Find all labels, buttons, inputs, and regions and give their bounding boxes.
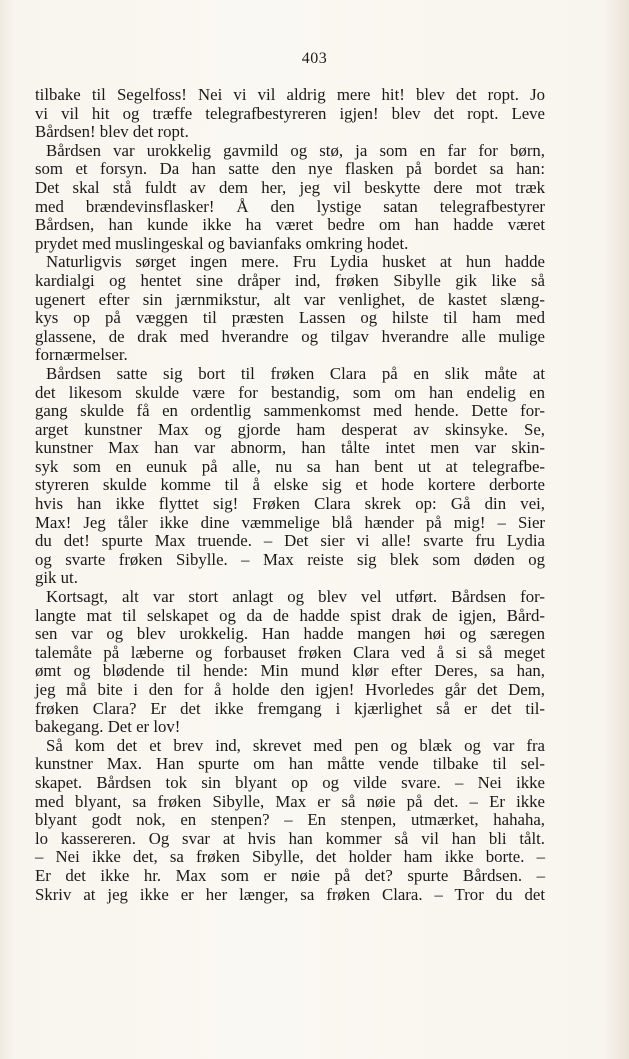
text-line: det likesom skulde være for bestandig, som om han endelig en [35,382,545,402]
text-line: Det skal stå fuldt av dem her, jeg vil beskytte dere mot træk [35,177,545,197]
text-line: Så kom det et brev ind, skrevet med pen og blæk og var fra [46,735,545,755]
text-line: med blyant, sa frøken Sibylle, Max er så nøie på det. – Er ikke [35,791,545,811]
text-line: fornærmelser. [35,345,128,365]
text-line: gang skulde få en ordentlig sammenkomst med hende. Dette for- [35,401,545,421]
text-line: arget kunstner Max og gjorde ham desperat av skinsyke. Se, [35,419,545,439]
text-line: syk som en eunuk på alle, nu sa han bent ut at telegrafbe- [35,456,545,476]
text-line: du det! spurte Max truende. – Det sier vi alle! svarte fru Lydia [35,531,545,551]
text-line: prydet med muslingeskal og bavianfaks omkring hodet. [35,233,409,253]
text-line: ugenert efter sin jærnmikstur, alt var venlighet, de kastet slæng- [35,289,545,309]
text-line: Naturligvis sørget ingen mere. Fru Lydia husket at hun hadde [46,252,545,272]
text-line: langte mat til selskapet og da de hadde spist drak de igjen, Bård- [35,605,545,625]
text-line: Er det ikke hr. Max som er nøie på det? spurte Bårdsen. – [35,865,545,885]
body-text [35,86,545,904]
text-line: glassene, de drak med hverandre og tilgav hverandre alle mulige [35,326,545,346]
text-line: ømt og blødende til hende: Min mund klør efter Deres, sa han, [35,661,545,681]
text-line: blyant godt nok, en stenpen? – En stenpen, utmærket, hahaha, [35,810,545,830]
text-line: kunstner Max han var abnorm, han tålte intet men var skin- [35,438,545,458]
text-line: vi vil hit og træffe telegrafbestyreren igjen! blev det ropt. Leve [35,103,545,123]
text-line: jeg må bite i den for å holde den igjen! Hvorledes går det Dem, [35,680,545,699]
text-line: med brændevinsflasker! Å den lystige satan telegrafbestyrer [35,196,545,216]
text-line: og svarte frøken Sibylle. – Max reiste sig blek som døden og [35,549,545,569]
text-line: Bårdsen! blev det ropt. [35,122,189,142]
text-line: kardialgi og hentet sine dråper ind, frøken Sibylle gik like så [35,270,545,290]
text-line: kunstner Max. Han spurte om han måtte vende tilbake til sel- [35,754,545,774]
text-line: Skriv at jeg ikke er her længer, sa frøken Clara. – Tror du det [35,884,545,904]
text-line: – Nei ikke det, sa frøken Sibylle, det holder ham ikke borte. – [35,847,545,867]
text-line: Max! Jeg tåler ikke dine væmmelige blå hænder på mig! – Sier [35,512,545,532]
text-line: som et forsyn. Da han satte den nye flasken på bordet sa han: [35,159,545,179]
text-line: tilbake til Segelfoss! Nei vi vil aldrig mere hit! blev det ropt. Jo [35,85,545,104]
text-line: frøken Clara? Er det ikke fremgang i kjærlighet så er det til- [35,698,545,718]
text-line: Kortsagt, alt var stort anlagt og blev vel utført. Bårdsen for- [46,587,545,607]
text-line: kys op på væggen til præsten Lassen og hilste til ham med [35,308,545,328]
text-line: Bårdsen, han kunde ikke ha været bedre om han hadde været [35,215,545,235]
text-line: styreren skulde komme til å elske sig et hode kortere derborte [35,475,545,495]
text-line: lo kassereren. Og svar at hvis han kommer så vil han bli tålt. [35,828,545,848]
text-line: bakegang. Det er lov! [35,717,181,737]
text-line: Bårdsen var urokkelig gavmild og stø, ja som en far for børn, [46,140,545,160]
text-line: skapet. Bårdsen tok sin blyant op og vilde svare. – Nei ikke [35,772,545,792]
text-line: sen var og blev urokkelig. Han hadde mangen høi og særegen [35,624,545,644]
text-line: talemåte på læberne og forbauset frøken Clara ved å si så meget [35,642,545,662]
page-number: 403 [301,50,328,67]
text-line: Bårdsen satte sig bort til frøken Clara på en slik måte at [46,363,545,383]
text-line: gik ut. [35,568,78,588]
text-line: hvis han ikke flyttet sig! Frøken Clara skrek op: Gå din vei, [35,494,545,514]
